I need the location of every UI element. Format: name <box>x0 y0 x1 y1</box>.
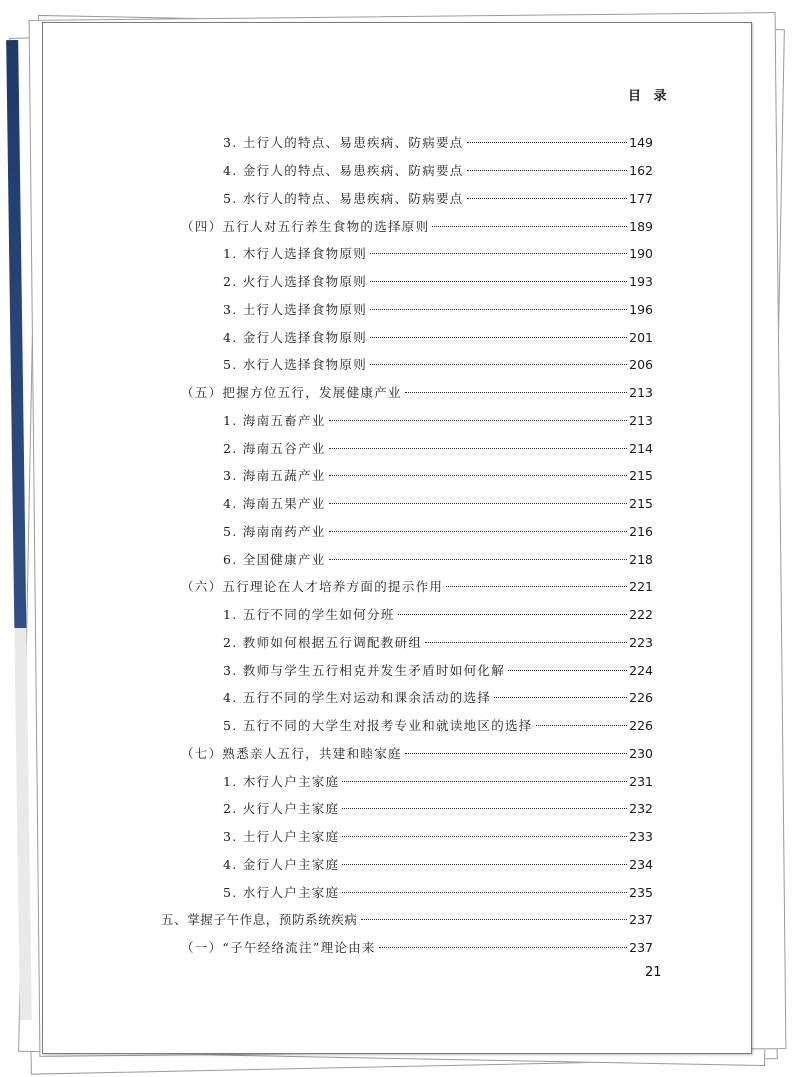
toc-entry-page: 226 <box>629 718 653 733</box>
toc-entry-page: 237 <box>629 940 653 955</box>
toc-entry[interactable] <box>223 772 653 790</box>
toc-entry[interactable] <box>223 716 653 734</box>
dot-leader <box>536 725 628 726</box>
dot-leader <box>370 309 627 310</box>
toc-entry-page: 232 <box>629 801 653 816</box>
toc-entry-label: 5. 水行人的特点、易患疾病、防病要点 <box>223 191 464 206</box>
toc-entry-page: 235 <box>629 885 653 900</box>
toc-entry[interactable] <box>223 466 653 484</box>
dot-leader <box>370 281 627 282</box>
toc-entry-label: 3. 海南五蔬产业 <box>223 468 326 483</box>
dot-leader <box>379 947 627 948</box>
toc-entry-label: 4. 海南五果产业 <box>223 496 326 511</box>
toc-entry-label: 4. 金行人的特点、易患疾病、防病要点 <box>223 163 464 178</box>
toc-entry-label: 五、掌握子午作息，预防系统疾病 <box>161 912 358 927</box>
toc-entry-page: 193 <box>629 274 653 289</box>
toc-entry-page: 237 <box>629 912 653 927</box>
toc-entry[interactable] <box>181 217 653 235</box>
toc-entry[interactable] <box>181 577 653 595</box>
dot-leader <box>425 642 627 643</box>
toc-entry-page: 233 <box>629 829 653 844</box>
toc-entry[interactable] <box>181 383 653 401</box>
toc-entry-label: 4. 金行人户主家庭 <box>223 857 340 872</box>
toc-entry-label: 5. 水行人选择食物原则 <box>223 357 367 372</box>
dot-leader <box>370 364 627 365</box>
dot-leader <box>329 503 628 504</box>
toc-entry-label: 5. 水行人户主家庭 <box>223 885 340 900</box>
toc-entry-page: 223 <box>629 635 653 650</box>
toc-entry[interactable] <box>223 189 653 207</box>
dot-leader <box>329 559 628 560</box>
toc-entry[interactable] <box>181 744 653 762</box>
dot-leader <box>467 198 628 199</box>
toc-entry-label: 1. 五行不同的学生如何分班 <box>223 607 395 622</box>
toc-entry[interactable] <box>223 633 653 651</box>
dot-leader <box>467 142 628 143</box>
toc-entry[interactable] <box>223 522 653 540</box>
toc-entry[interactable] <box>161 910 653 928</box>
dot-leader <box>329 420 628 421</box>
toc-entry[interactable] <box>223 550 653 568</box>
dot-leader <box>405 392 627 393</box>
toc-entry[interactable] <box>223 244 653 262</box>
dot-leader <box>329 531 628 532</box>
toc-entry[interactable] <box>223 355 653 373</box>
toc-entry-page: 230 <box>629 746 653 761</box>
page-number: 21 <box>645 965 662 980</box>
toc-entry-label: 1. 海南五畜产业 <box>223 413 326 428</box>
dot-leader <box>342 781 627 782</box>
table-of-contents <box>43 23 751 1053</box>
dot-leader <box>329 448 628 449</box>
toc-entry-page: 216 <box>629 524 653 539</box>
toc-entry-label: 1. 木行人户主家庭 <box>223 774 340 789</box>
dot-leader <box>508 670 627 671</box>
toc-entry[interactable] <box>223 883 653 901</box>
toc-entry-label: 1. 木行人选择食物原则 <box>223 246 367 261</box>
dot-leader <box>370 253 627 254</box>
toc-entry-page: 201 <box>629 330 653 345</box>
toc-entry-label: （一）“子午经络流注”理论由来 <box>181 940 376 955</box>
dot-leader <box>494 697 627 698</box>
toc-entry-label: 2. 火行人户主家庭 <box>223 801 340 816</box>
toc-entry-page: 231 <box>629 774 653 789</box>
dot-leader <box>398 614 628 615</box>
dot-leader <box>370 337 627 338</box>
toc-entry-page: 224 <box>629 663 653 678</box>
toc-entry-page: 213 <box>629 385 653 400</box>
toc-entry-page: 234 <box>629 857 653 872</box>
toc-entry-page: 196 <box>629 302 653 317</box>
toc-entry-label: 5. 五行不同的大学生对报考专业和就读地区的选择 <box>223 718 533 733</box>
toc-entry-page: 218 <box>629 552 653 567</box>
dot-leader <box>329 475 628 476</box>
dot-leader <box>342 892 627 893</box>
toc-entry-label: （六）五行理论在人才培养方面的提示作用 <box>181 579 444 594</box>
toc-entry[interactable] <box>223 133 653 151</box>
toc-entry[interactable] <box>223 688 653 706</box>
toc-entry-page: 149 <box>629 135 653 150</box>
toc-entry-page: 226 <box>629 690 653 705</box>
running-header: 目 录 <box>628 89 671 104</box>
toc-entry-label: 4. 五行不同的学生对运动和课余活动的选择 <box>223 690 492 705</box>
dot-leader <box>467 170 628 171</box>
toc-entry[interactable] <box>223 439 653 457</box>
toc-entry-page: 221 <box>629 579 653 594</box>
toc-entry[interactable] <box>223 605 653 623</box>
toc-entry[interactable] <box>223 799 653 817</box>
toc-entry-page: 215 <box>629 496 653 511</box>
toc-entry-label: 3. 土行人户主家庭 <box>223 829 340 844</box>
toc-entry-label: （七）熟悉亲人五行，共建和睦家庭 <box>181 746 402 761</box>
toc-entry[interactable] <box>223 411 653 429</box>
toc-entry-label: 2. 教师如何根据五行调配教研组 <box>223 635 423 650</box>
toc-entry-label: 4. 金行人选择食物原则 <box>223 330 367 345</box>
toc-entry[interactable] <box>223 300 653 318</box>
toc-entry[interactable] <box>223 827 653 845</box>
toc-entry-label: （五）把握方位五行，发展健康产业 <box>181 385 402 400</box>
toc-entry-label: 3. 土行人选择食物原则 <box>223 302 367 317</box>
toc-entry[interactable] <box>223 328 653 346</box>
dot-leader <box>432 226 627 227</box>
toc-entry-label: （四）五行人对五行养生食物的选择原则 <box>181 219 430 234</box>
toc-entry[interactable] <box>223 855 653 873</box>
toc-entry-page: 222 <box>629 607 653 622</box>
toc-entry[interactable] <box>181 938 653 956</box>
dot-leader <box>342 836 627 837</box>
dot-leader <box>446 586 627 587</box>
dot-leader <box>342 864 627 865</box>
toc-entry-page: 206 <box>629 357 653 372</box>
toc-entry[interactable] <box>223 661 653 679</box>
toc-entry-label: 3. 教师与学生五行相克并发生矛盾时如何化解 <box>223 663 506 678</box>
toc-entry-page: 189 <box>629 219 653 234</box>
toc-entry-label: 2. 火行人选择食物原则 <box>223 274 367 289</box>
toc-entry[interactable] <box>223 272 653 290</box>
toc-entry-page: 214 <box>629 441 653 456</box>
toc-entry-page: 162 <box>629 163 653 178</box>
toc-entry-page: 190 <box>629 246 653 261</box>
dot-leader <box>405 753 627 754</box>
toc-entry-label: 6. 全国健康产业 <box>223 552 326 567</box>
toc-entry[interactable] <box>223 494 653 512</box>
toc-entry-page: 177 <box>629 191 653 206</box>
toc-entry[interactable] <box>223 161 653 179</box>
dot-leader <box>361 919 628 920</box>
toc-entry-label: 3. 土行人的特点、易患疾病、防病要点 <box>223 135 464 150</box>
toc-entry-label: 5. 海南南药产业 <box>223 524 326 539</box>
toc-entry-label: 2. 海南五谷产业 <box>223 441 326 456</box>
document-page <box>42 22 752 1054</box>
toc-entry-page: 215 <box>629 468 653 483</box>
toc-entry-page: 213 <box>629 413 653 428</box>
dot-leader <box>342 808 627 809</box>
